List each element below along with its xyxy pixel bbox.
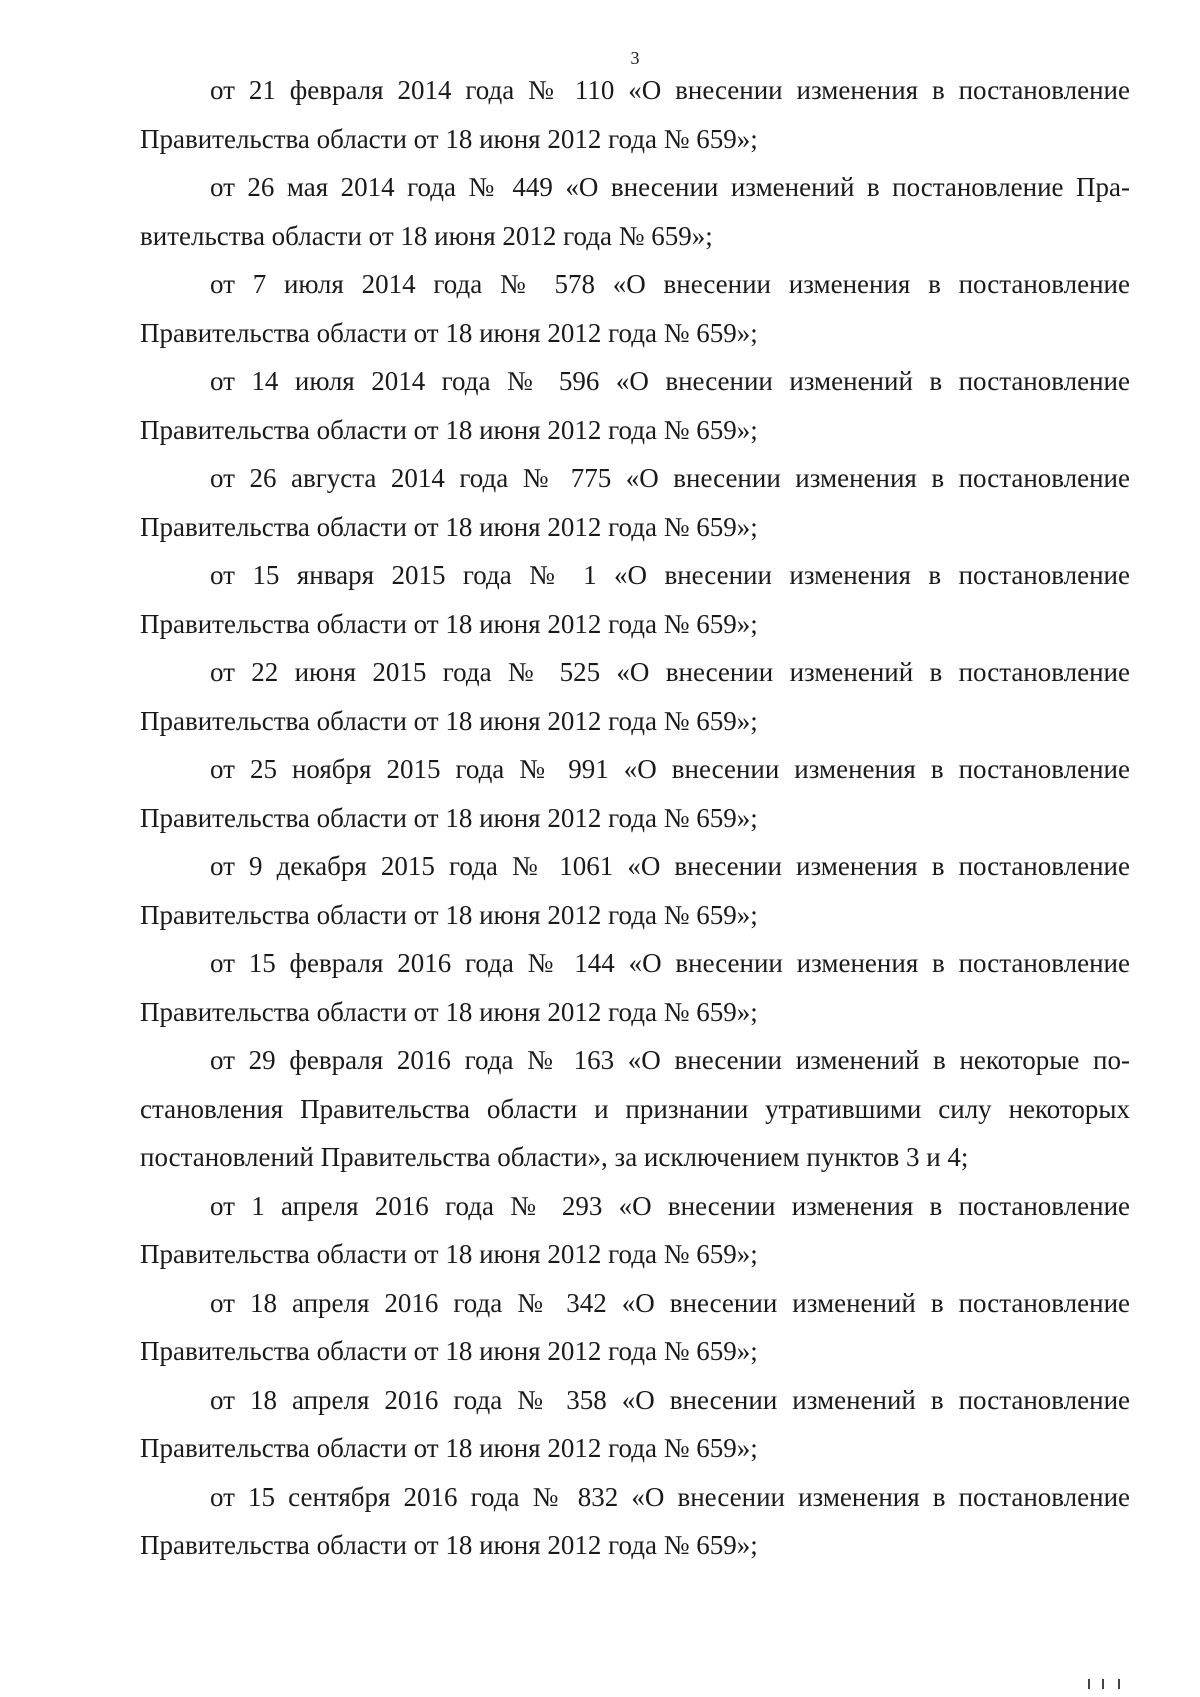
list-item: от 18 апреля 2016 года № 342 «О внесении изменений в постановление Правительства области от 18 июня 2012 года № 659»; <box>140 1287 1130 1366</box>
list-item: от 22 июня 2015 года № 525 «О внесении изменений в постановление Правительства области от 18 июня 2012 года № 659»; <box>140 657 1130 736</box>
list-item: от 7 июля 2014 года № 578 «О внесении изменения в постановление Правительства области от 18 июня 2012 года № 659»; <box>140 269 1130 348</box>
scan-edge-mark <box>1088 1679 1120 1689</box>
list-item: от 18 апреля 2016 года № 358 «О внесении изменений в постановление Правительства области от 18 июня 2012 года № 659»; <box>140 1384 1130 1463</box>
list-item: от 29 февраля 2016 года № 163 «О внесении изменений в некоторые постановления Правительства области и признании утратившими силу некоторых постановлений Правительства области», за исключением пунктов 3 и 4; <box>140 1045 1130 1172</box>
list-item: от 1 апреля 2016 года № 293 «О внесении изменения в постановление Правительства области от 18 июня 2012 года № 659»; <box>140 1190 1130 1269</box>
list-item: от 14 июля 2014 года № 596 «О внесении изменений в постановление Правительства области от 18 июня 2012 года № 659»; <box>140 366 1130 445</box>
list-item: от 21 февраля 2014 года № 110 «О внесении изменения в постановление Правительства области от 18 июня 2012 года № 659»; <box>140 75 1130 154</box>
list-item: от 15 января 2015 года № 1 «О внесении изменения в постановление Правительства области от 18 июня 2012 года № 659»; <box>140 560 1130 639</box>
list-item: от 15 февраля 2016 года № 144 «О внесении изменения в постановление Правительства области от 18 июня 2012 года № 659»; <box>140 948 1130 1027</box>
list-item: от 25 ноября 2015 года № 991 «О внесении изменения в постановление Правительства области от 18 июня 2012 года № 659»; <box>140 754 1130 833</box>
page-number: 3 <box>630 48 640 68</box>
document-body <box>140 66 1130 1570</box>
list-item: от 26 мая 2014 года № 449 «О внесении изменений в постановление Правительства области от 18 июня 2012 года № 659»; <box>140 172 1130 251</box>
list-item: от 9 декабря 2015 года № 1061 «О внесении изменения в постановление Правительства области от 18 июня 2012 года № 659»; <box>140 851 1130 930</box>
list-item: от 26 августа 2014 года № 775 «О внесении изменения в постановление Правительства области от 18 июня 2012 года № 659»; <box>140 463 1130 542</box>
list-item: от 15 сентября 2016 года № 832 «О внесении изменения в постановление Правительства области от 18 июня 2012 года № 659»; <box>140 1481 1130 1560</box>
